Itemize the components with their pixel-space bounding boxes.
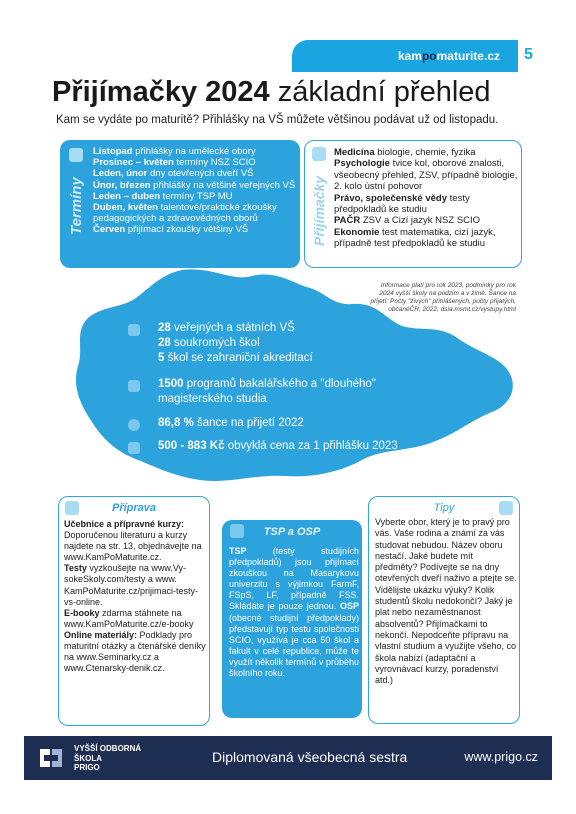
header-tab (292, 40, 518, 72)
terms-item: Leden – duben termíny TSP MU (93, 190, 233, 202)
school-name: VYŠŠÍ ODBORNÁ ŠKOLA PRIGO (74, 744, 142, 772)
tips-text: Vyberte obor, který je to pravý pro vás. Vaše rodina a známí za vás studovat nebudou. Název oboru nestačí. Jaké budete mít předměty? Podívejte se na dny otevřených dveří naživo a ptejte se. Vidělijste ukázku výuky? Kolik studentů školu nedokončí? Jaký je plat nebo nezaměstnanost absolventů? Přijímačkami to nekončí. Nepodceňte přípravu na vlastní studium a využijte všeho, co škola nabízí (adaptační a vyrovnávací kurzy, poradenství atd.) (375, 517, 517, 686)
stat-line: magisterského studia (158, 393, 267, 405)
terms-item: Listopad přihlášky na umělecké obory (93, 146, 256, 157)
page-subtitle: Kam se vydáte po maturitě? Přihlášky na VŠ můžete většinou podávat už od listopadu. (56, 114, 499, 126)
stat-line: 86,8 % šance na přijetí 2022 (158, 417, 304, 429)
terms-item: Duben, květen talentové/praktické zkoušky pedagogických a zdravovědných oborů (93, 202, 277, 225)
ad-banner[interactable] (24, 736, 552, 780)
exams-item: Právo, společenské vědy testy předpokladů ke studiu (334, 192, 470, 216)
terms-item: Únor, březen přihlášky na většině veřejných VŠ (93, 179, 296, 191)
terms-item: Prosinec – květen termíny NSZ SCIO (93, 157, 256, 169)
source-note: Informace platí pro rok 2023, podmínky pro rok 2024 vyšší školy na podzim a v zimě. Šance na přijetí: Počty "živých" přihlášených, počty přijatých, občanéČR, 2022, dsia.msmt.cz/vystupy.html (370, 282, 516, 313)
tsp-osp-heading: TSP a OSP (263, 526, 321, 538)
page-title: Přijímačky 2024 základní přehled (52, 76, 491, 108)
chat-icon (128, 380, 140, 392)
school-logo-icon (36, 745, 66, 771)
tips-heading: Tipy (433, 502, 455, 514)
preparation-box (58, 496, 210, 726)
stat-line: 500 - 883 Kč obvyklá cena za 1 přihlášku 2023 (158, 440, 398, 452)
percent-icon (128, 419, 140, 431)
preparation-text: Učebnice a přípravné kurzy: Doporučenou literaturu a kurzy najdete na str. 13, objednávejte na www.KamPoMaturite.cz. Testy vyzkoušejte na www.Vy-sokeSkoly.com/testy a www. KamPoMaturite.cz/prijimaci-testy-vs-online. E-booky zdarma stáhnete na www.KamPoMaturite.cz/e-booky Online materiály: Podklady pro maturitní otázky a čtenářské deníky na www.Seminarky.cz a www.Ctenarsky-denik.cz. (64, 519, 206, 674)
terms-box (60, 140, 300, 268)
preparation-heading: Příprava (111, 502, 157, 514)
exams-item: PAČR ZSV a Cizí jazyk NSZ SCIO (334, 215, 481, 227)
stat-line: 5 škol se zahraniční akreditací (158, 352, 313, 364)
info-icon (312, 147, 326, 161)
school-icon (128, 324, 140, 336)
exams-item: Ekonomie test matematika, cizí jazyk, případně test předpokladů ke studiu (334, 226, 496, 250)
exams-item: Psychologie tvice kol, oborové znalosti, všeobecný přehled, ZSV, případně biologie, 2. kolo ústní pohovor (334, 158, 518, 193)
stat-line: 28 soukromých škol (158, 337, 260, 349)
terms-list (93, 146, 299, 236)
tsp-osp-box (222, 520, 362, 718)
terms-item: Leden, únor dny otevřených dveří VŠ (93, 168, 254, 180)
money-icon (128, 442, 140, 454)
page-number: 5 (524, 46, 533, 63)
stat-line: 28 veřejných a státních VŠ (158, 322, 295, 334)
stat-line: 1500 programů bakalářského a "dlouhého" (158, 378, 376, 390)
exams-label: Přijímačky (311, 175, 327, 246)
course-name: Diplomovaná všeobecná sestra (212, 749, 408, 765)
exams-box (304, 140, 522, 268)
school-website-link[interactable]: www.prigo.cz (464, 750, 538, 764)
calendar-icon (69, 148, 83, 162)
terms-item: Červen přijímací zkoušky většiny VŠ (93, 224, 249, 236)
exams-list (334, 147, 520, 250)
site-name: kampomaturite.cz (397, 49, 500, 63)
tsp-osp-text: TSP (testy studijních předpokladů) jsou přijímací zkouškou na Masarykovu univerzitu s výjimkou FarmF, FSpS, LF, případně FSS. Skládáte je pouze jednou. OSP (obecné studijní předpoklady) představují typ testu společnosti SCIO, využívá je cca 50 škol a fakult v celé republice, může te využít několik termínů v průběhu školního roku. (229, 546, 359, 679)
terms-label: Termíny (68, 177, 85, 235)
exams-item: Medicína biologie, chemie, fyzika (334, 147, 476, 158)
tips-box (368, 496, 520, 724)
